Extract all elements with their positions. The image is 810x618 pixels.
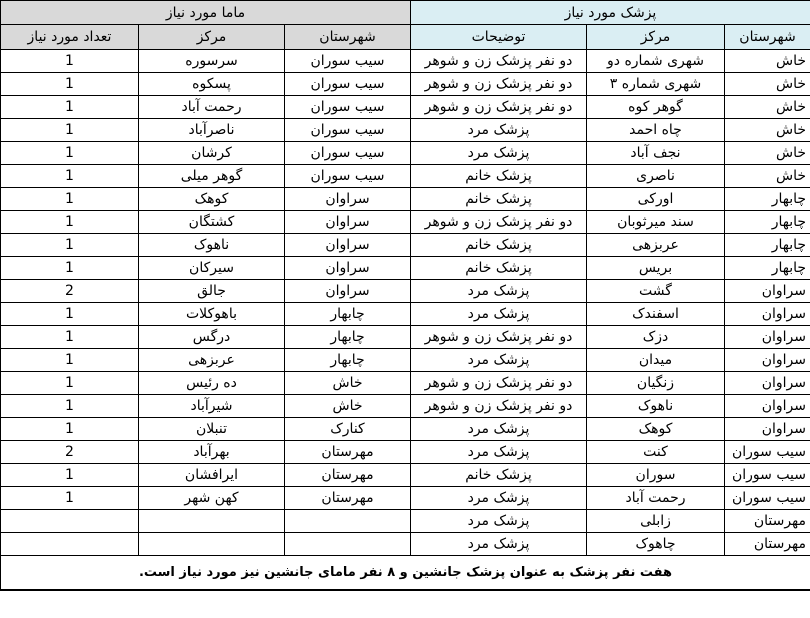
cell-doctor-city: خاش <box>725 96 810 119</box>
cell-mama-center: درگس <box>139 326 285 349</box>
cell-description: پزشک مرد <box>411 441 587 464</box>
cell-count: 1 <box>1 303 139 326</box>
cell-mama-center: گوهر میلی <box>139 165 285 188</box>
cell-count: 1 <box>1 418 139 441</box>
cell-doctor-city: چابهار <box>725 188 810 211</box>
cell-doctor-center: دزک <box>587 326 725 349</box>
cell-mama-city: مهرستان <box>285 441 411 464</box>
cell-doctor-center: چاه احمد <box>587 119 725 142</box>
cell-doctor-city: مهرستان <box>725 510 810 533</box>
cell-doctor-center: اسفندک <box>587 303 725 326</box>
cell-doctor-city: سراوان <box>725 303 810 326</box>
cell-description: پزشک مرد <box>411 418 587 441</box>
table-row <box>1 372 810 395</box>
cell-mama-center: سرسوره <box>139 50 285 73</box>
cell-mama-center: ناصرآباد <box>139 119 285 142</box>
cell-mama-city: سیب سوران <box>285 119 411 142</box>
cell-description: پزشک مرد <box>411 487 587 510</box>
cell-mama-city: سراوان <box>285 257 411 280</box>
cell-description: پزشک مرد <box>411 119 587 142</box>
cell-doctor-city: سیب سوران <box>725 441 810 464</box>
cell-mama-center: کرشان <box>139 142 285 165</box>
cell-doctor-center: کوهک <box>587 418 725 441</box>
cell-mama-city: کنارک <box>285 418 411 441</box>
cell-count: 1 <box>1 211 139 234</box>
sheet-bottom-margin <box>0 607 810 618</box>
cell-description: پزشک خانم <box>411 464 587 487</box>
cell-count: 1 <box>1 119 139 142</box>
cell-mama-center: ایرافشان <box>139 464 285 487</box>
header-doctor-city: شهرستان <box>725 25 810 50</box>
cell-mama-city: چابهار <box>285 303 411 326</box>
cell-doctor-city: سراوان <box>725 372 810 395</box>
cell-count <box>1 510 139 533</box>
header-description: توضیحات <box>411 25 587 50</box>
cell-doctor-center: شهری شماره دو <box>587 50 725 73</box>
cell-mama-center: ده رئیس <box>139 372 285 395</box>
cell-count: 1 <box>1 73 139 96</box>
cell-description: دو نفر پزشک زن و شوهر <box>411 326 587 349</box>
cell-mama-city <box>285 533 411 556</box>
cell-doctor-center: میدان <box>587 349 725 372</box>
cell-description: پزشک مرد <box>411 303 587 326</box>
cell-count: 1 <box>1 165 139 188</box>
cell-description: دو نفر پزشک زن و شوهر <box>411 96 587 119</box>
cell-doctor-city: خاش <box>725 73 810 96</box>
cell-count: 1 <box>1 326 139 349</box>
cell-doctor-center: ناهوک <box>587 395 725 418</box>
cell-doctor-center: گشت <box>587 280 725 303</box>
table-row <box>1 211 810 234</box>
cell-mama-city: سیب سوران <box>285 142 411 165</box>
cell-doctor-city: خاش <box>725 119 810 142</box>
cell-description: دو نفر پزشک زن و شوهر <box>411 50 587 73</box>
cell-count: 2 <box>1 441 139 464</box>
cell-mama-city: خاش <box>285 372 411 395</box>
table-row <box>1 234 810 257</box>
cell-count: 2 <box>1 280 139 303</box>
cell-count: 1 <box>1 487 139 510</box>
cell-mama-city: سیب سوران <box>285 73 411 96</box>
cell-mama-city: سراوان <box>285 188 411 211</box>
group-mama-header: ماما مورد نیاز <box>1 1 411 25</box>
table-row <box>1 257 810 280</box>
cell-doctor-city: خاش <box>725 50 810 73</box>
cell-count: 1 <box>1 188 139 211</box>
group-doctor-header: پزشک مورد نیاز <box>411 1 810 25</box>
table-row <box>1 487 810 510</box>
cell-doctor-city: چابهار <box>725 211 810 234</box>
cell-doctor-center: نجف آباد <box>587 142 725 165</box>
group-header-row <box>1 1 810 25</box>
table-row <box>1 349 810 372</box>
cell-doctor-city: سراوان <box>725 418 810 441</box>
cell-doctor-center: اورکی <box>587 188 725 211</box>
cell-doctor-city: سراوان <box>725 395 810 418</box>
cell-description: دو نفر پزشک زن و شوهر <box>411 73 587 96</box>
table-row <box>1 441 810 464</box>
cell-mama-center <box>139 510 285 533</box>
cell-doctor-center: سوران <box>587 464 725 487</box>
cell-mama-center <box>139 533 285 556</box>
header-mama-center: مرکز <box>139 25 285 50</box>
cell-mama-city: چابهار <box>285 349 411 372</box>
cell-description: پزشک خانم <box>411 188 587 211</box>
cell-mama-center: جالق <box>139 280 285 303</box>
column-header-row <box>1 25 810 50</box>
cell-doctor-city: سراوان <box>725 280 810 303</box>
cell-mama-city: چابهار <box>285 326 411 349</box>
cell-count: 1 <box>1 349 139 372</box>
header-doctor-center: مرکز <box>587 25 725 50</box>
cell-count: 1 <box>1 96 139 119</box>
cell-mama-center: کشتگان <box>139 211 285 234</box>
cell-description: دو نفر پزشک زن و شوهر <box>411 395 587 418</box>
cell-mama-city: مهرستان <box>285 487 411 510</box>
cell-mama-center: باهوکلات <box>139 303 285 326</box>
cell-description: پزشک مرد <box>411 533 587 556</box>
cell-count: 1 <box>1 234 139 257</box>
cell-mama-city: خاش <box>285 395 411 418</box>
header-mama-city: شهرستان <box>285 25 411 50</box>
cell-mama-city: سیب سوران <box>285 165 411 188</box>
cell-doctor-city: سیب سوران <box>725 464 810 487</box>
table-row <box>1 510 810 533</box>
cell-doctor-city: سراوان <box>725 349 810 372</box>
footnote: هفت نفر پزشک به عنوان پزشک جانشین و ۸ نفر مامای جانشین نیز مورد نیاز است. <box>1 556 810 590</box>
cell-doctor-city: مهرستان <box>725 533 810 556</box>
cell-description: پزشک خانم <box>411 257 587 280</box>
cell-mama-center: سیرکان <box>139 257 285 280</box>
cell-mama-city: مهرستان <box>285 464 411 487</box>
cell-description: پزشک خانم <box>411 234 587 257</box>
cell-doctor-center: چاهوک <box>587 533 725 556</box>
cell-description: دو نفر پزشک زن و شوهر <box>411 372 587 395</box>
cell-doctor-center: گوهر کوه <box>587 96 725 119</box>
cell-mama-city: سراوان <box>285 280 411 303</box>
cell-mama-city: سراوان <box>285 234 411 257</box>
table-row <box>1 533 810 556</box>
cell-mama-center: رحمت آباد <box>139 96 285 119</box>
cell-doctor-city: خاش <box>725 165 810 188</box>
cell-mama-center: تنبلان <box>139 418 285 441</box>
table-row <box>1 142 810 165</box>
cell-mama-center: عربزهی <box>139 349 285 372</box>
cell-mama-center: شیرآباد <box>139 395 285 418</box>
cell-mama-center: کهن شهر <box>139 487 285 510</box>
table-row <box>1 96 810 119</box>
table-row <box>1 188 810 211</box>
cell-count: 1 <box>1 464 139 487</box>
cell-count: 1 <box>1 395 139 418</box>
cell-doctor-center: عربزهی <box>587 234 725 257</box>
table-row <box>1 73 810 96</box>
cell-mama-city: سیب سوران <box>285 96 411 119</box>
cell-count: 1 <box>1 50 139 73</box>
cell-mama-center: بهرآباد <box>139 441 285 464</box>
header-count: تعداد مورد نیاز <box>1 25 139 50</box>
table-row <box>1 165 810 188</box>
table-row <box>1 326 810 349</box>
table-row <box>1 395 810 418</box>
cell-count: 1 <box>1 142 139 165</box>
cell-description: پزشک خانم <box>411 165 587 188</box>
cell-doctor-center: ناصری <box>587 165 725 188</box>
cell-description: دو نفر پزشک زن و شوهر <box>411 211 587 234</box>
table-row <box>1 464 810 487</box>
cell-doctor-city: سیب سوران <box>725 487 810 510</box>
cell-mama-city: سیب سوران <box>285 50 411 73</box>
table-row <box>1 50 810 73</box>
cell-description: پزشک مرد <box>411 280 587 303</box>
cell-mama-city <box>285 510 411 533</box>
table-row <box>1 418 810 441</box>
cell-doctor-city: چابهار <box>725 257 810 280</box>
cell-count: 1 <box>1 257 139 280</box>
table-row <box>1 280 810 303</box>
cell-description: پزشک مرد <box>411 142 587 165</box>
cell-doctor-center: سند میرثوبان <box>587 211 725 234</box>
table-row <box>1 119 810 142</box>
cell-doctor-city: چابهار <box>725 234 810 257</box>
cell-count: 1 <box>1 372 139 395</box>
cell-doctor-center: کنت <box>587 441 725 464</box>
cell-doctor-center: زابلی <box>587 510 725 533</box>
cell-mama-center: کوهک <box>139 188 285 211</box>
table-row <box>1 303 810 326</box>
cell-doctor-center: زنگیان <box>587 372 725 395</box>
cell-mama-center: پسکوه <box>139 73 285 96</box>
cell-doctor-center: بریس <box>587 257 725 280</box>
footnote-row <box>1 556 810 590</box>
cell-doctor-center: شهری شماره ۳ <box>587 73 725 96</box>
cell-doctor-city: خاش <box>725 142 810 165</box>
cell-description: پزشک مرد <box>411 349 587 372</box>
cell-description: پزشک مرد <box>411 510 587 533</box>
cell-doctor-center: رحمت آباد <box>587 487 725 510</box>
cell-doctor-city: سراوان <box>725 326 810 349</box>
cell-mama-center: ناهوک <box>139 234 285 257</box>
cell-count <box>1 533 139 556</box>
cell-mama-city: سراوان <box>285 211 411 234</box>
